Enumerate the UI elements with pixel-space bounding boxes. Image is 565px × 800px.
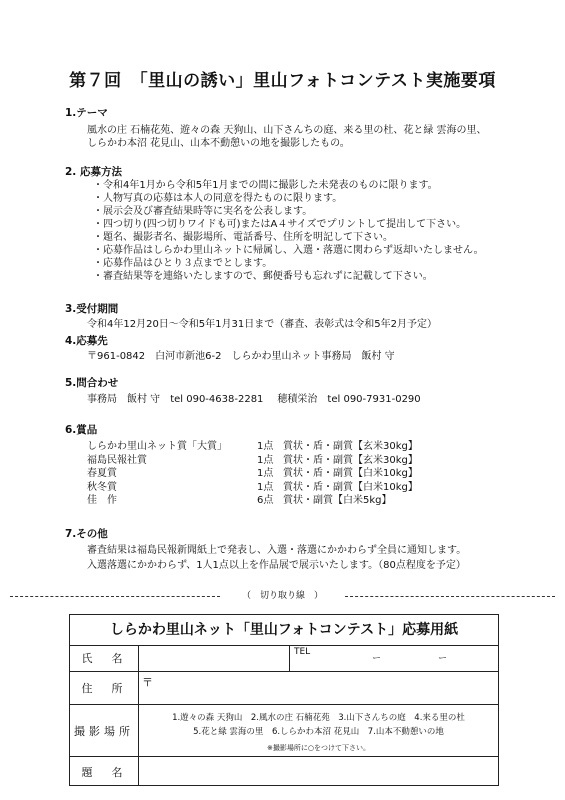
method-item-text: 展示会及び審査結果時等に実名を公表します。 xyxy=(103,206,313,217)
other-line: 入選落選にかかわらず、1人1点以上を作品展で展示いたします。（80点程度を予定） xyxy=(87,560,466,571)
prize-row xyxy=(65,481,418,495)
name-label: 氏 名 xyxy=(70,645,139,671)
cut-line-label xyxy=(10,590,555,602)
theme-line: しらかわ本沼 花見山、山本不動憩いの地を撮影したもの。 xyxy=(87,138,350,149)
prize-name: 春夏賞 xyxy=(87,468,117,479)
bullet-mark: ・ xyxy=(93,258,103,269)
other-section xyxy=(65,528,466,572)
prize-reward: 賞状・副賞【白米5kg】 xyxy=(283,495,392,506)
bullet-mark: ・ xyxy=(93,206,103,217)
bullet-mark: ・ xyxy=(93,193,103,204)
address-field[interactable] xyxy=(139,672,498,704)
method-item-text: 題名、撮影者名、撮影場所、電話番号、住所を明記して下さい。 xyxy=(103,232,393,243)
inquiry-person-1: 飯村 守 xyxy=(127,394,161,405)
form-row-address xyxy=(70,672,498,705)
form-row-name xyxy=(70,645,498,672)
address-label: 住 所 xyxy=(70,672,139,704)
prizes-section xyxy=(65,424,418,508)
method-item-text: 応募作品はしらかわ里山ネットに帰属し、入選・落選に関わらず返却いたしません。 xyxy=(103,245,484,256)
method-item-text: 応募作品はひとり３点までとします。 xyxy=(103,258,273,269)
submission-section xyxy=(65,335,395,363)
prize-row xyxy=(65,454,418,468)
prize-name: 佳 作 xyxy=(87,495,117,506)
name-field[interactable] xyxy=(139,645,498,671)
prize-count: 1点 xyxy=(257,481,274,493)
bullet-mark: ・ xyxy=(93,271,103,282)
inquiry-office: 事務局 xyxy=(87,394,117,405)
prize-reward: 賞状・盾・副賞【白米10kg】 xyxy=(283,468,418,479)
form-row-place xyxy=(70,705,498,757)
method-section xyxy=(65,166,484,283)
prize-reward: 賞状・盾・副賞【白米10kg】 xyxy=(283,481,418,493)
method-item xyxy=(65,244,484,257)
period-text: 令和4年12月20日～令和5年1月31日まで（審査、表彰式は令和5年2月予定） xyxy=(87,319,437,330)
application-form xyxy=(69,614,499,786)
place-list xyxy=(139,711,498,739)
prize-row xyxy=(65,467,418,481)
place-list-line: 1.遊々の森 天狗山 2.風水の庄 石楠花苑 3.山下さんちの庭 4.来る里の杜 xyxy=(172,713,465,723)
cut-line-text: （ 切り取り線 ） xyxy=(236,591,329,601)
method-heading: 2. 応募方法 xyxy=(65,166,122,178)
submission-address: 〒961-0842 白河市新池6-2 しらかわ里山ネット事務局 飯村 守 xyxy=(87,351,395,362)
method-item xyxy=(65,205,484,218)
theme-heading: 1.テーマ xyxy=(65,107,108,119)
method-item-text: 人物写真の応募は本人の同意を得たものに限ります。 xyxy=(103,193,343,204)
method-item-text: 審査結果等を連絡いたしますので、郵便番号も忘れずに記載して下さい。 xyxy=(103,271,433,282)
theme-line: 風水の庄 石楠花苑、遊々の森 天狗山、山下さんちの庭、来る里の杜、花と緑 雲海の里、 xyxy=(87,125,487,136)
inquiry-section xyxy=(65,377,431,406)
prize-reward: 賞状・盾・副賞【玄米30kg】 xyxy=(283,454,418,466)
method-item xyxy=(65,270,484,283)
place-list-line: 5.花と緑 雲海の里 6.しらかわ本沼 花見山 7.山本不動憩いの地 xyxy=(193,727,444,737)
prize-name: しらかわ里山ネット賞「大賞」 xyxy=(87,441,227,452)
place-note: ※撮影場所に○をつけて下さい。 xyxy=(267,744,370,752)
title-field[interactable] xyxy=(139,757,498,786)
method-item xyxy=(65,231,484,244)
prize-count: 1点 xyxy=(257,454,274,466)
prize-table xyxy=(65,440,418,508)
bullet-mark: ・ xyxy=(93,245,103,256)
form-title: しらかわ里山ネット「里山フォトコンテスト」応募用紙 xyxy=(70,615,498,646)
method-item xyxy=(65,218,484,231)
prize-count: 1点 xyxy=(257,441,274,452)
place-label: 撮影場所 xyxy=(70,705,139,756)
inquiry-person-2: 穂積栄治 xyxy=(277,394,318,405)
period-heading: 3.受付期間 xyxy=(65,303,119,315)
prize-reward: 賞状・盾・副賞【玄米30kg】 xyxy=(283,441,418,452)
form-row-title xyxy=(70,757,498,786)
page-title: 第７回 「里山の誘い」里山フォトコンテスト実施要項 xyxy=(69,71,496,91)
cut-line xyxy=(10,590,555,602)
bullet-mark: ・ xyxy=(93,180,103,191)
prize-row xyxy=(65,494,418,508)
tel-label: TEL xyxy=(294,647,311,657)
method-item-text: 四つ切り(四つ切りワイドも可)またはA４サイズでプリントして提出して下さい。 xyxy=(103,219,467,230)
prize-name: 福島民報社賞 xyxy=(87,454,147,466)
method-item xyxy=(65,257,484,270)
other-heading: 7.その他 xyxy=(65,528,108,540)
tel-dash: ー xyxy=(438,654,448,664)
period-section xyxy=(65,303,437,331)
method-item xyxy=(65,192,484,205)
title-label: 題 名 xyxy=(70,757,139,786)
prize-row xyxy=(65,440,418,454)
tel-field[interactable] xyxy=(289,645,501,671)
prizes-heading: 6.賞品 xyxy=(65,424,98,436)
prize-count: 1点 xyxy=(257,468,274,479)
prize-name: 秋冬賞 xyxy=(87,481,117,493)
postal-mark: 〒 xyxy=(142,676,153,689)
inquiry-tel-1: tel 090-4638-2281 xyxy=(170,394,264,405)
submission-heading: 4.応募先 xyxy=(65,335,108,347)
tel-dash: ー xyxy=(372,654,382,664)
bullet-mark: ・ xyxy=(93,232,103,243)
inquiry-contacts xyxy=(65,393,431,406)
method-item xyxy=(65,179,484,192)
method-item-text: 令和4年1月から令和5年1月までの間に撮影した未発表のものに限ります。 xyxy=(103,180,438,191)
bullet-mark: ・ xyxy=(93,219,103,230)
inquiry-tel-2: tel 090-7931-0290 xyxy=(327,394,421,405)
place-options[interactable] xyxy=(139,705,498,756)
inquiry-heading: 5.問合わせ xyxy=(65,377,119,389)
other-line: 審査結果は福島民報新聞紙上で発表し、入選・落選にかかわらず全員に通知します。 xyxy=(87,545,467,556)
prize-count: 6点 xyxy=(257,495,274,506)
theme-section xyxy=(65,107,487,150)
